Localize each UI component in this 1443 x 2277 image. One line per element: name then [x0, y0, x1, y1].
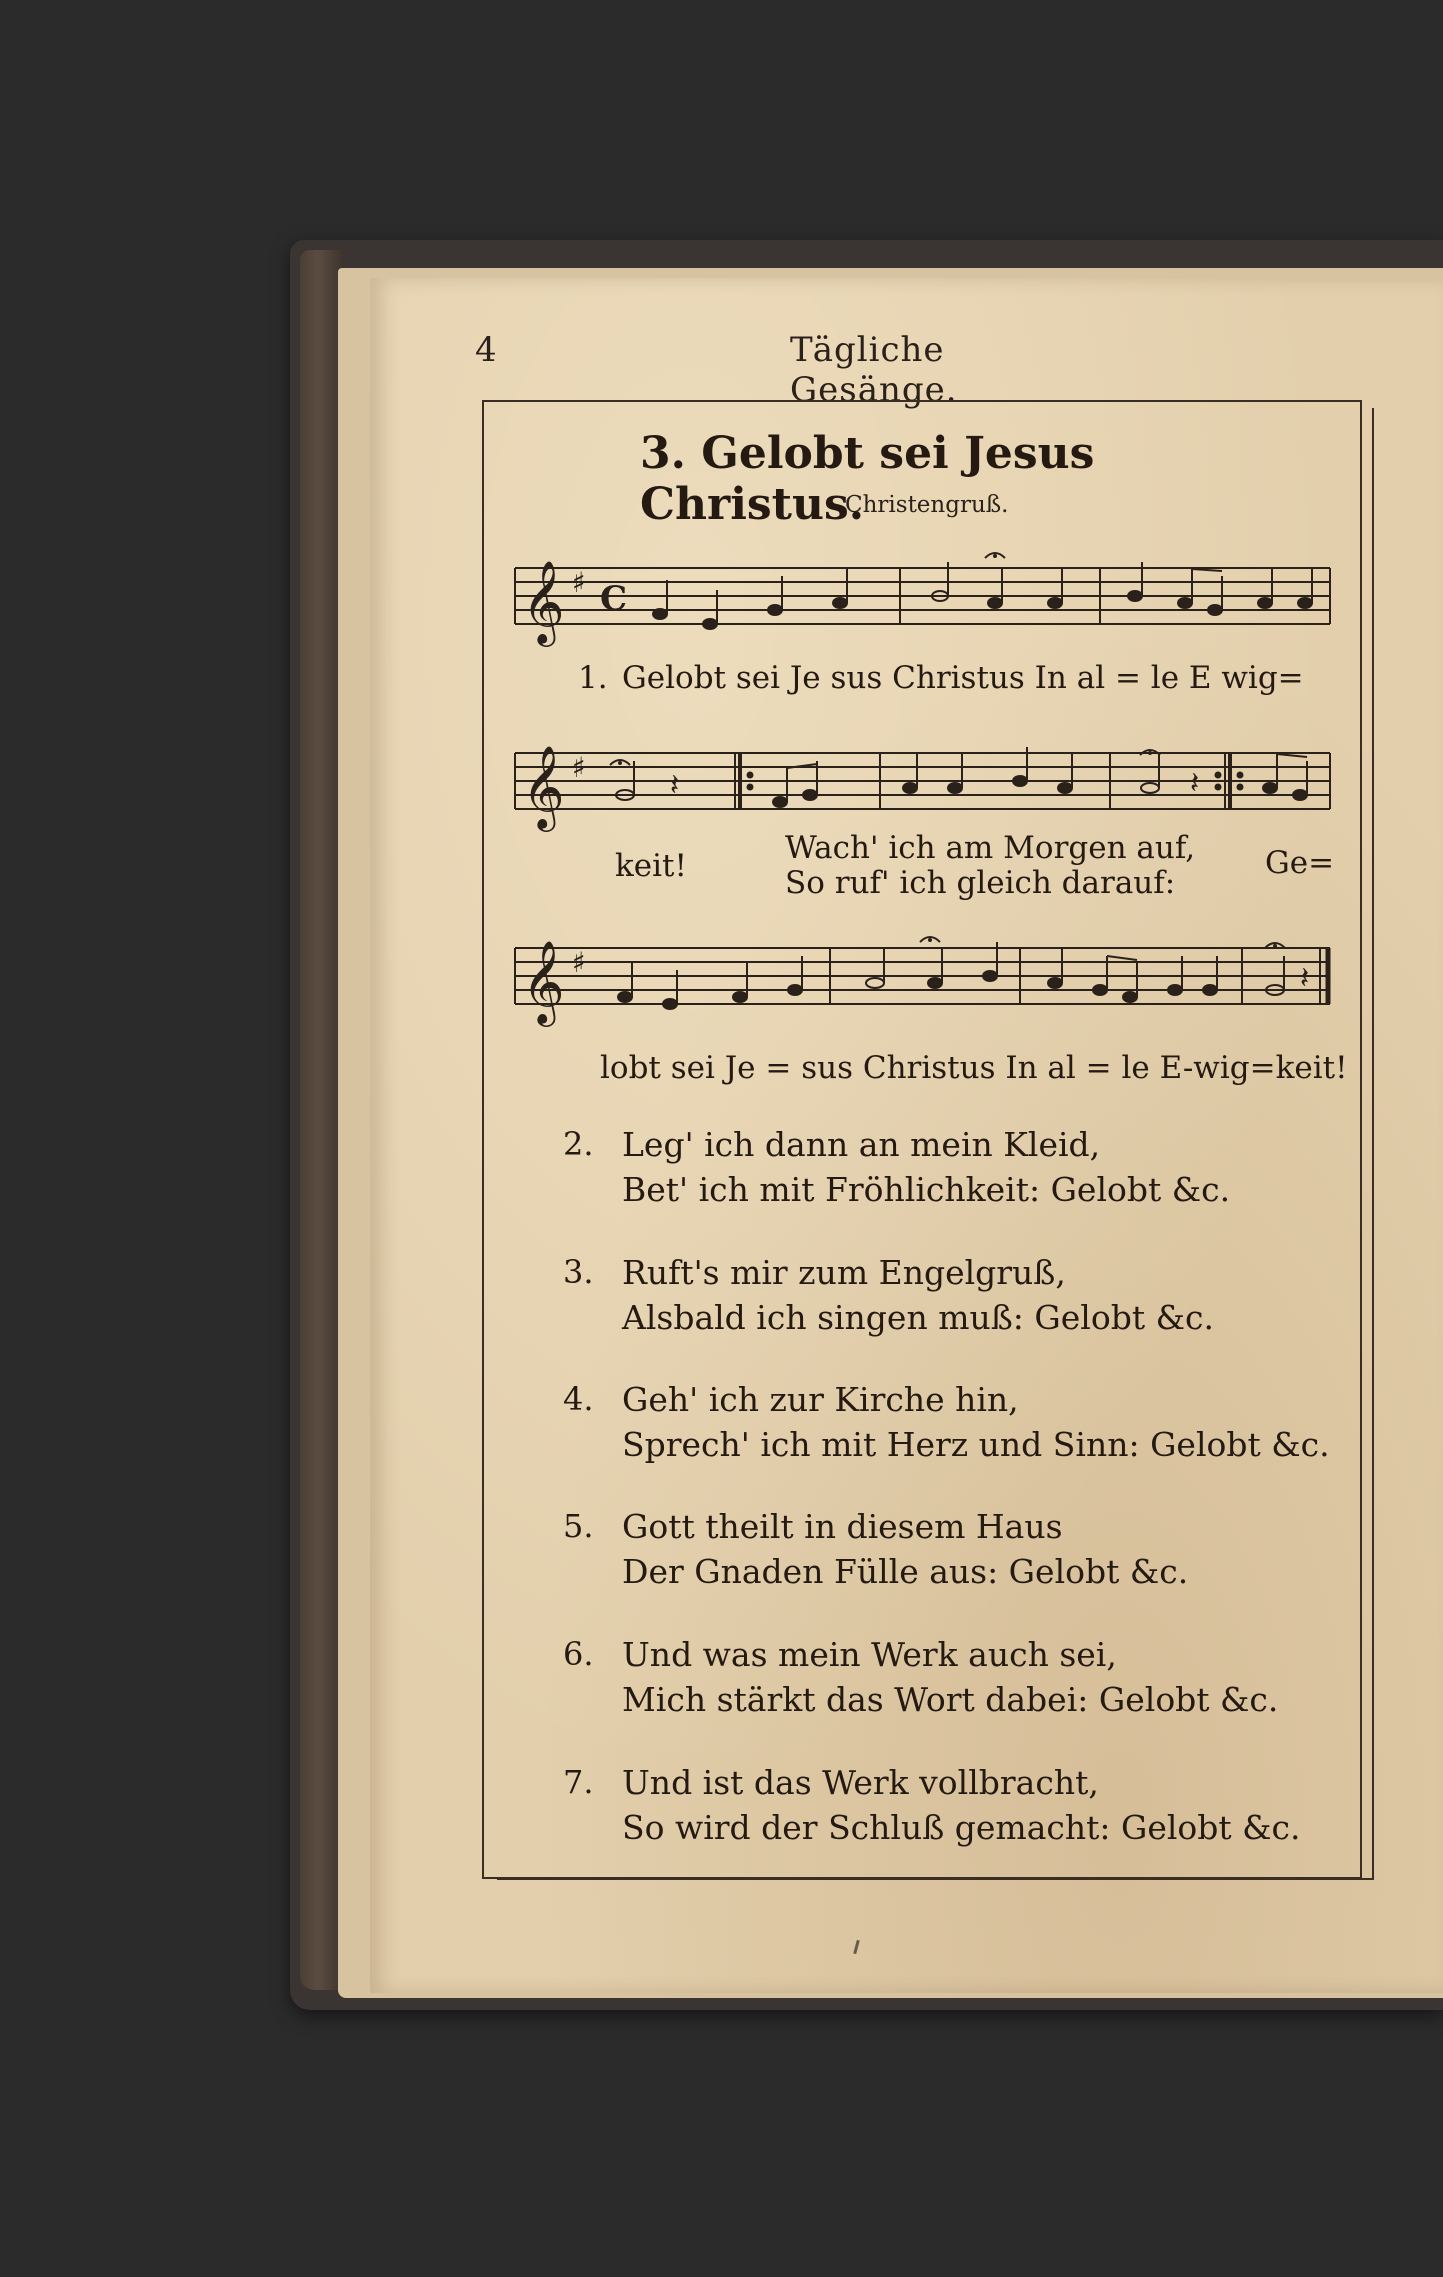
running-title: Tägliche Gesänge. [790, 330, 958, 410]
music-refrain-line-b: So ruf' ich gleich darauf: [785, 865, 1176, 901]
verse-line: Gott theilt in diesem Haus [622, 1507, 1063, 1546]
music-verse-number: 1. [578, 660, 608, 696]
verse-line: Mich stärkt das Wort dabei: Gelobt &c. [622, 1680, 1279, 1719]
verse-line: Ruft's mir zum Engelgruß, [622, 1253, 1066, 1292]
music-staff-1 [510, 550, 1340, 660]
svg-text:♯: ♯ [572, 566, 586, 599]
verse-number: 7. [563, 1763, 594, 1801]
music-line-2-tail: Ge= [1265, 845, 1335, 881]
svg-text:𝄞: 𝄞 [522, 939, 565, 1023]
music-staff-2 [510, 735, 1340, 845]
verse-number: 5. [563, 1507, 594, 1545]
verse-line: Der Gnaden Fülle aus: Gelobt &c. [622, 1552, 1189, 1591]
music-lyrics-line-3: lobt sei Je = sus Christus In al = le E-wig=keit! [600, 1050, 1348, 1086]
hymn-title: 3. Gelobt sei Jesus Christus. [640, 428, 1095, 530]
svg-text:𝄽: 𝄽 [670, 768, 680, 803]
page-number: 4 [475, 330, 497, 370]
verse-line: So wird der Schluß gemacht: Gelobt &c. [622, 1808, 1301, 1847]
svg-text:𝄽: 𝄽 [1190, 766, 1200, 801]
svg-text:♯: ♯ [572, 946, 586, 979]
music-staff-3 [510, 930, 1340, 1040]
svg-text:𝄞: 𝄞 [522, 559, 565, 643]
hymn-subtitle: Christengruß. [845, 492, 1009, 518]
music-lyrics-line-1: Gelobt sei Je sus Christus In al = le E wig= [622, 660, 1304, 696]
svg-text:C: C [600, 579, 628, 619]
verse-number: 2. [563, 1125, 594, 1163]
svg-text:𝄞: 𝄞 [522, 744, 565, 828]
verse-number: 3. [563, 1253, 594, 1291]
verse-number: 6. [563, 1635, 594, 1673]
svg-text:♯: ♯ [572, 751, 586, 784]
music-refrain-line-a: Wach' ich am Morgen auf, [785, 830, 1196, 866]
verse-number: 4. [563, 1380, 594, 1418]
verse-line: Alsbald ich singen muß: Gelobt &c. [622, 1298, 1214, 1337]
verse-line: Geh' ich zur Kirche hin, [622, 1380, 1019, 1419]
verse-line: Und ist das Werk vollbracht, [622, 1763, 1099, 1802]
verse-line: Und was mein Werk auch sei, [622, 1635, 1117, 1674]
svg-text:𝄽: 𝄽 [1300, 961, 1310, 996]
verse-line: Leg' ich dann an mein Kleid, [622, 1125, 1101, 1164]
music-line-2-end: keit! [615, 848, 687, 884]
verse-line: Bet' ich mit Fröhlichkeit: Gelobt &c. [622, 1170, 1231, 1209]
verse-line: Sprech' ich mit Herz und Sinn: Gelobt &c. [622, 1425, 1330, 1464]
